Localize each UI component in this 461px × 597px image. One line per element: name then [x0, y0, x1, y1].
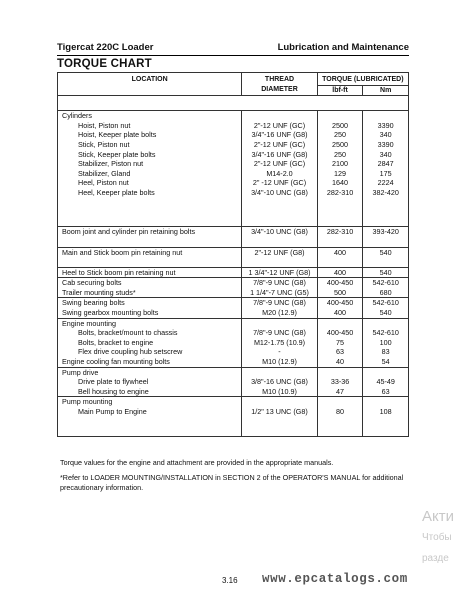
cell-line: 2500	[332, 120, 349, 130]
cell-line: Main and Stick boom pin retaining nut	[62, 247, 183, 257]
nm-cell	[363, 111, 409, 227]
cell-line: M12-1.75 (10.9)	[253, 337, 306, 347]
cell-line: 393-420	[372, 227, 399, 237]
cell-line: 3/4"-16 UNF (G8)	[251, 149, 308, 159]
cell-line: 282-310	[326, 227, 354, 237]
cell-line: 2100	[332, 159, 349, 169]
cell-line: Stabilizer, Piston nut	[78, 159, 144, 169]
cell-line: 63	[381, 386, 390, 396]
cell-line: 2500	[332, 139, 349, 149]
lbf-ft-cell	[317, 111, 363, 227]
cell-line: 250	[334, 130, 347, 140]
cell-line: M10 (12.9)	[262, 357, 297, 367]
cell-line: 282-310	[326, 187, 354, 197]
cell-line: 400-450	[326, 278, 354, 288]
watermark-text: www.epcatalogs.com	[262, 572, 408, 586]
cell-line: Cab securing bolts	[62, 278, 122, 288]
cell-line: Stabilizer, Gland	[78, 168, 131, 178]
header-divider	[57, 55, 409, 56]
location-cell	[58, 247, 242, 267]
cell-line: -	[278, 347, 281, 357]
lbf-ft-cell	[317, 267, 363, 278]
cell-line	[242, 111, 316, 121]
cell-line: 1 3/4"-12 UNF (G8)	[248, 267, 311, 277]
thread-cell	[242, 227, 317, 247]
location-cell	[58, 397, 242, 436]
cell-line	[363, 111, 408, 121]
cell-line: 680	[379, 287, 392, 297]
table-row	[58, 267, 409, 278]
thread-cell	[242, 111, 317, 227]
lbf-ft-cell	[317, 397, 363, 436]
cell-line: Stick, Keeper plate bolts	[78, 149, 156, 159]
cell-line: 3/4"-10 UNC (G8)	[251, 227, 308, 237]
header-location: LOCATION	[58, 73, 242, 96]
cell-line: 542-610	[372, 278, 399, 288]
cell-line: 2"-12 UNF (G8)	[254, 247, 305, 257]
cell-line: 3390	[377, 139, 394, 149]
cell-line: 175	[379, 168, 392, 178]
cell-line: 1/2" 13 UNC (G8)	[251, 407, 308, 416]
cell-line	[363, 368, 408, 378]
table-row	[58, 227, 409, 247]
cell-line: 542-610	[372, 298, 399, 308]
cell-line: Swing bearing bolts	[62, 298, 125, 308]
cell-line: 3/4"-16 UNF (G8)	[251, 130, 308, 140]
document-header-title: Tigercat 220C Loader	[57, 42, 154, 53]
cell-line: 3/8"-16 UNC (G8)	[251, 377, 308, 387]
cell-line: 100	[379, 337, 392, 347]
thread-cell	[242, 247, 317, 267]
location-cell	[58, 298, 242, 318]
table-header-row	[58, 73, 409, 86]
cell-line: Heel, Keeper plate bolts	[78, 187, 155, 197]
cell-line: 80	[336, 407, 345, 416]
cell-line: 2"-12 UNF (GC)	[253, 139, 306, 149]
nm-cell	[363, 367, 409, 397]
cell-line: 129	[334, 168, 347, 178]
cell-line: Boom joint and cylinder pin retaining bolts	[62, 227, 196, 237]
cell-line: 500	[334, 287, 347, 297]
cell-line: 63	[336, 347, 345, 357]
cell-line: Hoist, Piston nut	[78, 120, 131, 130]
activation-overlay-line1: Акти	[422, 508, 454, 525]
cell-line: Heel to Stick boom pin retaining nut	[62, 267, 176, 277]
cell-line: Trailer mounting studs*	[62, 287, 136, 297]
header-thread	[242, 73, 317, 96]
thread-cell	[242, 397, 317, 436]
cell-line	[242, 319, 316, 329]
cell-line: 83	[381, 347, 390, 357]
cell-line: 382-420	[372, 187, 399, 197]
cell-line: Engine mounting	[62, 318, 116, 328]
cell-line: 400	[334, 247, 347, 257]
table-row	[58, 111, 409, 227]
nm-cell	[363, 247, 409, 267]
cell-line: 1640	[332, 178, 349, 188]
cell-line	[363, 319, 408, 329]
cell-line: 540	[379, 308, 392, 318]
cell-line: 400-450	[326, 328, 354, 338]
cell-line: 2847	[377, 159, 394, 169]
thread-cell	[242, 267, 317, 278]
cell-line: M20 (12.9)	[262, 308, 297, 318]
location-cell	[58, 318, 242, 367]
note-torque-values: Torque values for the engine and attachment are provided in the appropriate manuals.	[60, 458, 334, 467]
cell-line: 45-49	[376, 377, 395, 387]
cell-line: 40	[336, 357, 345, 367]
activation-overlay-line3: разде	[422, 553, 449, 564]
header-thread-line1: THREAD	[264, 76, 295, 83]
table-row	[58, 318, 409, 367]
cell-line: Drive plate to flywheel	[78, 377, 149, 387]
nm-cell	[363, 397, 409, 436]
cell-line: 1 1/4"-7 UNC (G5)	[250, 287, 309, 297]
nm-cell	[363, 267, 409, 278]
cell-line: 340	[379, 149, 392, 159]
cell-line: Flex drive coupling hub setscrew	[78, 347, 183, 357]
cell-line: Bell housing to engine	[78, 386, 149, 396]
location-cell	[58, 278, 242, 298]
cell-line	[242, 368, 316, 378]
cell-line: 340	[379, 130, 392, 140]
cell-line: 2"-12 UNF (GC)	[253, 120, 306, 130]
cell-line: 540	[379, 247, 392, 257]
cell-line: Main Pump to Engine	[78, 407, 147, 416]
cell-line: Cylinders	[62, 111, 92, 121]
cell-line: 540	[379, 267, 392, 277]
lbf-ft-cell	[317, 367, 363, 397]
cell-line: Swing gearbox mounting bolts	[62, 308, 159, 318]
thread-cell	[242, 298, 317, 318]
header-nm: Nm	[363, 85, 409, 96]
cell-line: Heel, Piston nut	[78, 178, 129, 188]
location-cell	[58, 367, 242, 397]
cell-line: 250	[334, 149, 347, 159]
cell-line	[318, 397, 363, 407]
cell-line: 7/8"-9 UNC (G8)	[253, 328, 306, 338]
table-row	[58, 298, 409, 318]
table-body	[58, 111, 409, 437]
cell-line	[318, 319, 363, 329]
nm-cell	[363, 227, 409, 247]
header-lbf-ft: lbf-ft	[317, 85, 363, 96]
lbf-ft-cell	[317, 298, 363, 318]
nm-cell	[363, 278, 409, 298]
note-trailer-mounting: *Refer to LOADER MOUNTING/INSTALLATION in SECTION 2 of the OPERATOR'S MANUAL for additional precautionary information.	[60, 473, 404, 492]
cell-line: 108	[379, 407, 392, 416]
table-row	[58, 247, 409, 267]
cell-line: 33-36	[330, 377, 350, 387]
cell-line: 2"-12 UNF (GC)	[253, 159, 306, 169]
header-spacer-row	[58, 96, 409, 111]
document-header-section: Lubrication and Maintenance	[277, 42, 409, 53]
cell-line	[363, 397, 408, 407]
cell-line: 75	[336, 337, 345, 347]
location-cell	[58, 227, 242, 247]
table-row	[58, 278, 409, 298]
thread-cell	[242, 278, 317, 298]
lbf-ft-cell	[317, 227, 363, 247]
cell-line	[318, 111, 363, 121]
lbf-ft-cell	[317, 247, 363, 267]
cell-line: 3390	[377, 120, 394, 130]
page-title: TORQUE CHART	[57, 58, 152, 70]
lbf-ft-cell	[317, 318, 363, 367]
cell-line: 542-610	[372, 328, 399, 338]
thread-cell	[242, 367, 317, 397]
cell-line: 400-450	[326, 298, 354, 308]
cell-line: Pump mounting	[62, 397, 113, 407]
cell-line: 54	[381, 357, 390, 367]
cell-line: M14-2.0	[266, 168, 293, 178]
torque-chart-table	[57, 72, 409, 437]
lbf-ft-cell	[317, 278, 363, 298]
location-cell	[58, 267, 242, 278]
cell-line: 47	[336, 386, 345, 396]
cell-line: Pump drive	[62, 367, 99, 377]
header-thread-line2: DIAMETER	[261, 85, 298, 93]
cell-line: Bolts, bracket to engine	[78, 337, 154, 347]
cell-line: 2224	[377, 178, 394, 188]
cell-line: 7/8"-9 UNC (G8)	[253, 278, 306, 288]
activation-overlay-line2: Чтобы	[422, 532, 452, 543]
table-row	[58, 367, 409, 397]
cell-line: Hoist, Keeper plate bolts	[78, 130, 157, 140]
cell-line: 400	[334, 267, 347, 277]
cell-line: 2" -12 UNF (GC)	[252, 178, 307, 188]
cell-line: Engine cooling fan mounting bolts	[62, 357, 170, 367]
table-row	[58, 397, 409, 436]
location-cell	[58, 111, 242, 227]
page-number: 3.16	[222, 576, 238, 585]
thread-cell	[242, 318, 317, 367]
cell-line	[242, 397, 316, 407]
cell-line: Bolts, bracket/mount to chassis	[78, 328, 178, 338]
cell-line: M10 (10.9)	[262, 386, 297, 396]
nm-cell	[363, 298, 409, 318]
cell-line: 7/8"-9 UNC (G8)	[253, 298, 306, 308]
cell-line: 400	[334, 308, 347, 318]
cell-line: Stick, Piston nut	[78, 139, 130, 149]
cell-line: 3/4"-10 UNC (G8)	[251, 187, 308, 197]
nm-cell	[363, 318, 409, 367]
header-torque: TORQUE (LUBRICATED)	[317, 73, 408, 86]
cell-line	[318, 368, 363, 378]
